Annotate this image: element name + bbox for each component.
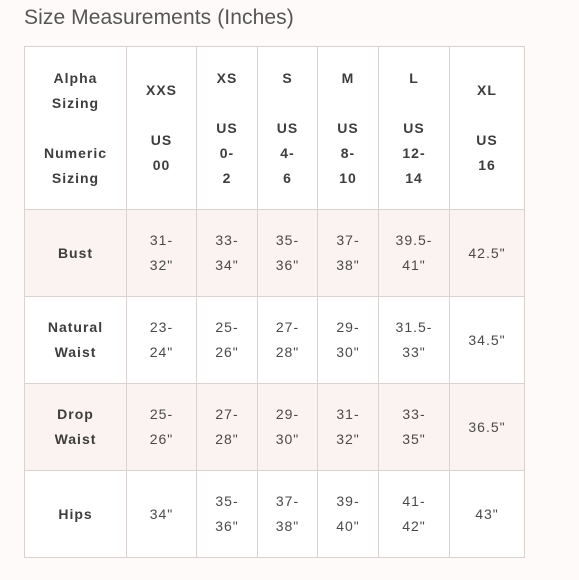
row-label: [25, 384, 127, 471]
numeric-size-line: 00: [152, 157, 171, 173]
numeric-size-line: 6: [283, 169, 292, 186]
numeric-size-line: 10: [339, 169, 357, 186]
measurement-value-line: 36": [275, 257, 300, 273]
measurement-value-line: 35": [402, 431, 426, 447]
alpha-sizing-label-line: Alpha: [53, 69, 98, 86]
measurement-value-line: 35-: [275, 232, 300, 248]
measurement-cell: [318, 384, 379, 471]
measurement-value-line: 27-: [275, 319, 300, 335]
measurement-value-line: 29-: [275, 406, 300, 422]
measurement-value-line: 39-: [336, 493, 360, 509]
measurement-value-line: 37-: [275, 493, 300, 509]
alpha-size: XS: [216, 69, 238, 86]
table-row: [25, 210, 525, 297]
measurement-cell: [197, 297, 258, 384]
table-row: [25, 384, 525, 471]
measurement-value-line: 38": [336, 257, 360, 273]
measurement-cell: [127, 471, 197, 558]
size-header-xxs: [127, 47, 197, 210]
measurement-cell: [450, 471, 525, 558]
measurement-value-line: 24": [149, 344, 174, 360]
measurement-value-line: 30": [336, 344, 360, 360]
numeric-size-line: 12-: [402, 144, 426, 161]
header-row: [25, 47, 525, 210]
measurement-value-line: 32": [149, 257, 174, 273]
numeric-size-line: US: [337, 119, 359, 136]
measurement-value-line: 28": [215, 431, 239, 447]
measurement-cell: [379, 297, 450, 384]
measurement-value-line: 32": [336, 431, 360, 447]
alpha-size: L: [409, 69, 419, 86]
measurement-value-line: 31.5-: [395, 319, 433, 335]
measurement-value-line: 42.5": [468, 244, 506, 261]
measurement-cell: [379, 384, 450, 471]
row-label-line: Waist: [54, 431, 97, 447]
measurement-value-line: 40": [336, 518, 360, 534]
numeric-size-line: 14: [405, 169, 423, 186]
header-corner-cell: [25, 47, 127, 210]
measurement-cell: [258, 384, 318, 471]
measurement-value-line: 38": [275, 518, 300, 534]
measurement-value-line: 35-: [215, 493, 239, 509]
measurement-cell: [450, 297, 525, 384]
measurement-value-line: 25-: [149, 406, 174, 422]
row-label-line: Hips: [58, 505, 93, 522]
measurement-cell: [258, 297, 318, 384]
measurement-cell: [318, 471, 379, 558]
measurement-value-line: 30": [275, 431, 300, 447]
row-label: [25, 297, 127, 384]
numeric-size-line: US: [216, 119, 238, 136]
measurement-value-line: 26": [215, 344, 239, 360]
numeric-size-line: US: [403, 119, 425, 136]
row-label-line: Waist: [54, 344, 97, 360]
measurement-cell: [379, 471, 450, 558]
measurement-cell: [258, 471, 318, 558]
size-header-s: [258, 47, 318, 210]
measurement-value-line: 36.5": [468, 418, 506, 435]
numeric-size-line: 0-: [219, 144, 235, 161]
numeric-size-line: US: [150, 132, 173, 148]
size-chart-table: [24, 46, 525, 558]
table-row: [25, 297, 525, 384]
measurement-value-line: 34": [215, 257, 239, 273]
numeric-size-line: 4-: [280, 144, 295, 161]
measurement-value-line: 36": [215, 518, 239, 534]
measurement-value-line: 33": [402, 344, 426, 360]
measurement-cell: [127, 384, 197, 471]
measurement-value-line: 31-: [336, 406, 360, 422]
measurement-value-line: 28": [275, 344, 300, 360]
measurement-cell: [318, 297, 379, 384]
measurement-value-line: 39.5-: [395, 232, 433, 248]
measurement-cell: [450, 384, 525, 471]
size-header-xs: [197, 47, 258, 210]
numeric-size-line: US: [276, 119, 299, 136]
measurement-cell: [197, 210, 258, 297]
measurement-cell: [127, 297, 197, 384]
row-label-line: Natural: [47, 319, 104, 335]
size-header-l: [379, 47, 450, 210]
row-label-line: Bust: [57, 244, 94, 261]
measurement-cell: [127, 210, 197, 297]
measurement-value-line: 29-: [336, 319, 360, 335]
numeric-sizing-label-line: Numeric: [43, 144, 108, 161]
row-label: [25, 210, 127, 297]
table-row: [25, 471, 525, 558]
numeric-size-line: 2: [222, 169, 232, 186]
numeric-size-line: 8-: [340, 144, 356, 161]
measurement-cell: [450, 210, 525, 297]
measurement-value-line: 43": [475, 505, 499, 522]
measurement-value-line: 33-: [215, 232, 239, 248]
measurement-cell: [197, 384, 258, 471]
alpha-size: S: [282, 69, 293, 86]
numeric-size-line: US: [476, 132, 498, 148]
measurement-value-line: 41-: [402, 493, 426, 509]
measurement-value-line: 26": [149, 431, 174, 447]
measurement-value-line: 25-: [215, 319, 239, 335]
numeric-sizing-label-line: Sizing: [51, 169, 100, 186]
measurement-cell: [197, 471, 258, 558]
measurement-value-line: 41": [402, 257, 426, 273]
measurement-value-line: 31-: [149, 232, 174, 248]
alpha-size: XXS: [145, 82, 177, 98]
size-header-m: [318, 47, 379, 210]
numeric-size-line: 16: [478, 157, 496, 173]
measurement-value-line: 34": [149, 505, 174, 522]
measurement-value-line: 23-: [149, 319, 174, 335]
size-header-xl: [450, 47, 525, 210]
page-title: Size Measurements (Inches): [24, 6, 294, 29]
measurement-value-line: 33-: [402, 406, 426, 422]
measurement-cell: [258, 210, 318, 297]
measurement-value-line: 42": [402, 518, 426, 534]
row-label-line: Drop: [57, 406, 94, 422]
measurement-value-line: 27-: [215, 406, 239, 422]
alpha-size: M: [341, 69, 355, 86]
measurement-cell: [318, 210, 379, 297]
alpha-sizing-label-line: Sizing: [51, 94, 100, 111]
alpha-size: XL: [477, 82, 497, 98]
measurement-value-line: 37-: [336, 232, 360, 248]
measurement-cell: [379, 210, 450, 297]
row-label: [25, 471, 127, 558]
measurement-value-line: 34.5": [468, 331, 506, 348]
